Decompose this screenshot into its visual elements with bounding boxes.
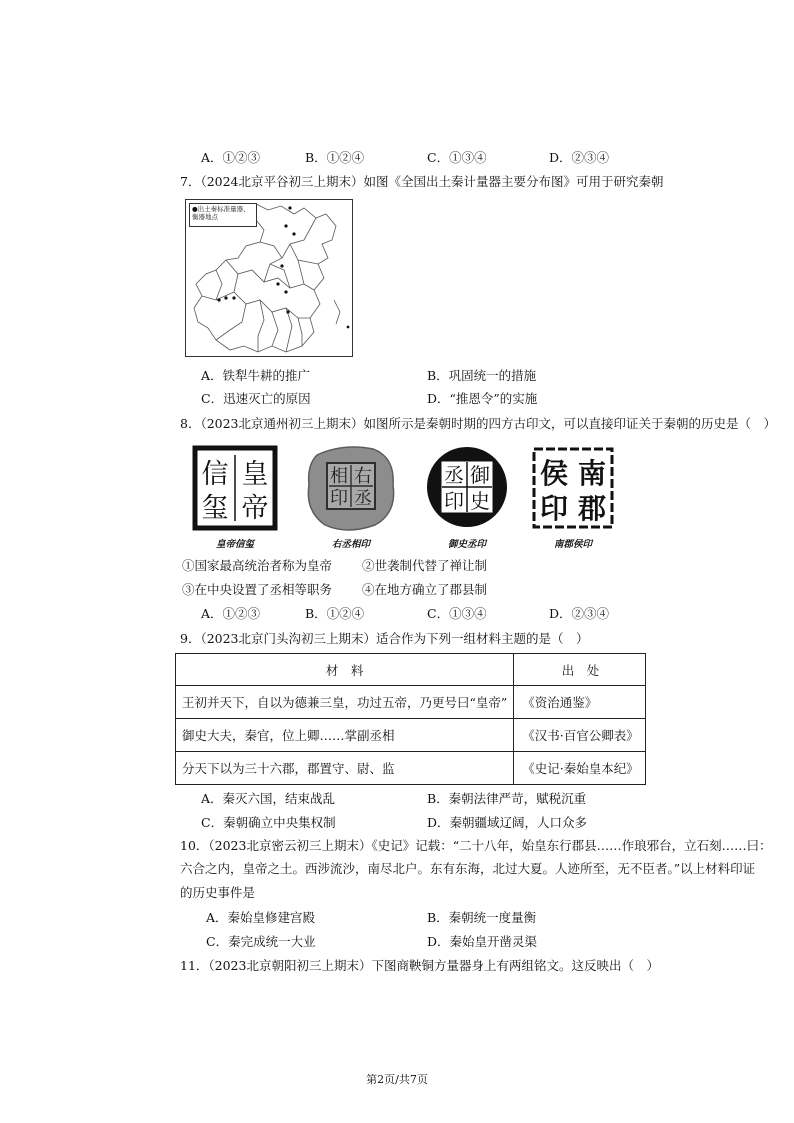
q9-option-a: A．秦灭六国，结束战乱 [201, 791, 336, 806]
q11-stem: 11．（2023北京朝阳初三上期末）下图商鞅铜方量器身上有两组铭文。这反映出（ ） [180, 958, 659, 973]
map-legend: ●出土秦标准量器、衡器地点 [189, 203, 257, 227]
seal-caption-1: 皇帝信玺 [215, 539, 254, 550]
table-header-source: 出 处 [514, 654, 645, 686]
seal-1-char-2: 帝 [241, 493, 269, 524]
seal-1-char-4: 玺 [201, 493, 229, 524]
seal-image-2 [303, 441, 399, 533]
table-row [176, 752, 646, 785]
q10-option-b: B．秦朝统一度量衡 [427, 910, 537, 925]
q6-option-a: A．①②③ [201, 150, 261, 165]
q8-option-b: B．①②④ [305, 606, 365, 621]
seal-2-char-4: 印 [330, 488, 348, 509]
table-cell-source: 《汉书·百官公卿表》 [514, 719, 645, 752]
q9-option-d: D．秦朝疆域辽阔，人口众多 [427, 815, 588, 830]
seal-3-char-3: 丞 [444, 463, 464, 487]
seal-4-char-4: 印 [539, 492, 569, 525]
table-cell-material: 御史大夫，秦官，位上卿……掌副丞相 [176, 719, 514, 752]
q8-option-c: C．①③④ [427, 606, 487, 621]
seal-image-4 [530, 445, 616, 531]
seal-1-char-3: 信 [201, 459, 229, 490]
seal-caption-3: 御史丞印 [447, 539, 486, 550]
table-cell-source: 《资治通鉴》 [514, 686, 645, 719]
seal-1-char-1: 皇 [241, 459, 269, 490]
seal-caption-2: 右丞相印 [331, 539, 370, 550]
q8-item-2: ②世袭制代替了禅让制 [362, 558, 488, 573]
seal-2-char-3: 相 [330, 466, 348, 487]
page-number: 第2页/共7页 [366, 1073, 428, 1086]
q6-option-d: D．②③④ [549, 150, 610, 165]
q8-stem: 8．（2023北京通州初三上期末）如图所示是秦朝时期的四方古印文，可以直接印证关于秦朝的历史是（ ） [180, 416, 777, 431]
q7-option-c: C．迅速灭亡的原因 [201, 391, 311, 406]
q6-option-c: C．①③④ [427, 150, 487, 165]
seal-3-char-2: 史 [470, 489, 490, 513]
q8-item-1: ①国家最高统治者称为皇帝 [182, 558, 333, 573]
q10-option-d: D．秦始皇开凿灵渠 [427, 934, 538, 949]
q9-stem: 9．（2023北京门头沟初三上期末）适合作为下列一组材料主题的是（ ） [180, 631, 589, 646]
q10-stem-line-2: 六合之内，皇帝之土。西涉流沙，南尽北户。东有东海，北过大夏。人迹所至，无不臣者。”以上材料印证 [180, 861, 756, 876]
q8-item-3: ③在中央设置了丞相等职务 [182, 582, 333, 597]
q10-stem-line-3: 的历史事件是 [180, 885, 256, 900]
q9-option-c: C．秦朝确立中央集权制 [201, 815, 336, 830]
q10-stem-line-1: 10．（2023北京密云初三上期末）《史记》记载：“二十八年，始皇东行郡县……作琅邪台，立石刻……曰： [180, 838, 772, 853]
table-row [176, 719, 646, 752]
q7-option-b: B．巩固统一的措施 [427, 368, 537, 383]
table-row [176, 686, 646, 719]
seal-3-char-4: 印 [444, 489, 464, 513]
seal-2-char-2: 丞 [354, 488, 372, 509]
q7-option-a: A．铁犁牛耕的推广 [201, 368, 311, 383]
seal-4-char-3: 侯 [539, 457, 569, 490]
table-cell-source: 《史记·秦始皇本纪》 [514, 752, 645, 785]
qin-measure-map [185, 199, 353, 357]
q7-stem: 7．（2024北京平谷初三上期末）如图《全国出土秦计量器主要分布图》可用于研究秦朝 [180, 174, 664, 189]
q9-option-b: B．秦朝法律严苛，赋税沉重 [427, 791, 587, 806]
q8-option-a: A．①②③ [201, 606, 261, 621]
q7-option-d: D．“推恩令”的实施 [427, 391, 538, 406]
seal-image-3 [424, 444, 510, 530]
seal-3-char-1: 御 [470, 463, 490, 487]
q10-option-c: C．秦完成统一大业 [206, 934, 316, 949]
table-header-material: 材 料 [176, 654, 514, 686]
table-header-row [176, 654, 646, 686]
seal-caption-4: 南郡侯印 [553, 539, 592, 550]
seal-4-char-2: 郡 [577, 492, 607, 525]
q8-option-d: D．②③④ [549, 606, 610, 621]
seal-4-char-1: 南 [577, 457, 607, 490]
q8-item-4: ④在地方确立了郡县制 [362, 582, 488, 597]
table-cell-material: 分天下以为三十六郡，郡置守、尉、监 [176, 752, 514, 785]
seal-image-1 [192, 445, 278, 531]
q9-material-table [175, 653, 646, 785]
q6-option-b: B．①②④ [305, 150, 365, 165]
q10-option-a: A．秦始皇修建宫殿 [206, 910, 316, 925]
table-cell-material: 王初并天下，自以为德兼三皇，功过五帝，乃更号曰“皇帝” [176, 686, 514, 719]
seal-2-char-1: 右 [354, 466, 372, 487]
